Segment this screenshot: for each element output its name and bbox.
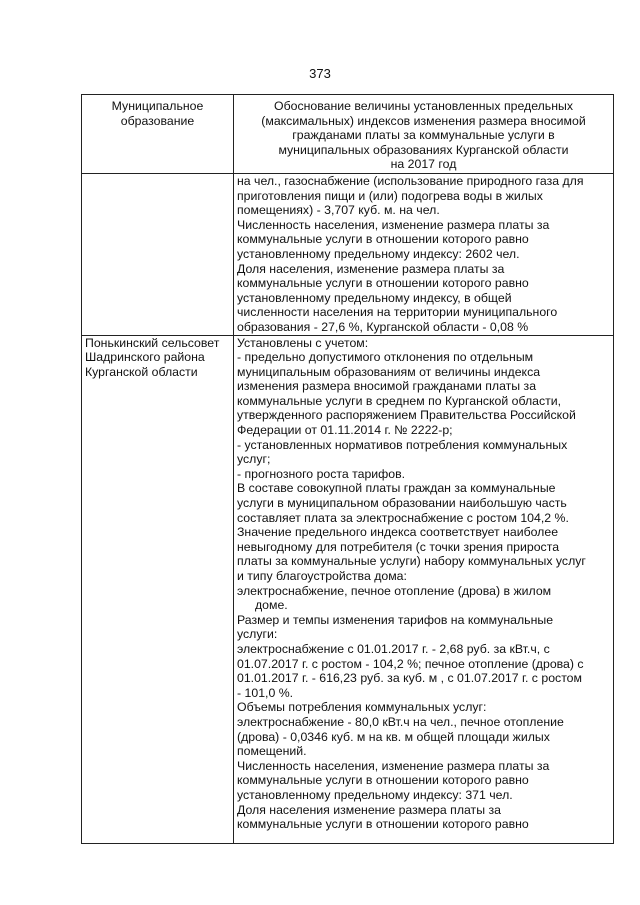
text-line: помещений. xyxy=(237,744,307,759)
header-municipality-cell xyxy=(82,95,234,174)
text-line: установленному предельному индексу, в общей xyxy=(237,290,512,305)
text-line: - предельно допустимого отклонения по отдельным xyxy=(237,350,534,365)
text-line: Доля населения изменение размера платы за xyxy=(237,802,501,817)
text-line: утвержденного распоряжением Правительства Российской xyxy=(237,408,576,423)
municipality-cell xyxy=(82,335,234,843)
text-line: платы за коммунальные услуги) набору коммунальных услуг xyxy=(237,554,586,569)
text-line: услуги в муниципальном образовании наибольшую часть xyxy=(237,496,567,511)
text-line: услуги: xyxy=(237,627,278,642)
text-line: - прогнозного роста тарифов. xyxy=(237,466,406,481)
table-row xyxy=(82,173,614,335)
justification-table xyxy=(81,94,614,844)
text-line: Размер и темпы изменения тарифов на коммунальные xyxy=(237,612,554,627)
text-line: услуг; xyxy=(237,452,271,467)
text-line: электроснабжение - 80,0 кВт.ч на чел., печное отопление xyxy=(237,714,564,729)
text-line: Федерации от 01.11.2014 г. № 2222-р; xyxy=(237,423,453,438)
municipality-name-line: Шадринского района xyxy=(85,350,205,365)
header-municipality-line: Муниципальное xyxy=(111,99,204,113)
header-justification-line: муниципальных образованиях Курганской области xyxy=(278,142,569,157)
text-line: Доля населения, изменение размера платы за xyxy=(237,261,505,276)
text-line: (дрова) - 0,0346 куб. м на кв. м общей площади жилых xyxy=(237,729,550,744)
text-line: доме. xyxy=(255,598,288,613)
text-line: коммунальные услуги в отношении которого равно xyxy=(237,817,529,832)
text-line: коммунальные услуги в отношении которого равно xyxy=(237,773,529,788)
text-line: Установлены с учетом: xyxy=(237,335,369,350)
header-justification-line: (максимальных) индексов изменения размера вносимой xyxy=(261,113,586,128)
text-line: Значение предельного индекса соответствует наиболее xyxy=(237,525,559,540)
text-line: Численность населения, изменение размера платы за xyxy=(237,758,550,773)
municipality-name-line: Понькинский сельсовет xyxy=(85,335,220,350)
text-line: муниципальным образованиям от величины индекса xyxy=(237,364,541,379)
text-line: Объемы потребления коммунальных услуг: xyxy=(237,700,487,715)
text-line: помещениях) - 3,707 куб. м. на чел. xyxy=(237,203,440,218)
text-line: коммунальные услуги в отношении которого равно xyxy=(237,276,529,291)
text-line: Численность населения, изменение размера платы за xyxy=(237,217,550,232)
municipality-cell xyxy=(82,173,234,335)
table-row xyxy=(82,335,614,843)
page-number: 373 xyxy=(309,66,331,81)
text-line: 01.01.2017 г. - 616,23 руб. за куб. м , с 01.07.2017 г. с ростом xyxy=(237,671,582,686)
text-line: 01.07.2017 г. с ростом - 104,2 %; печное отопление (дрова) с xyxy=(237,656,584,671)
text-line: изменения размера вносимой гражданами платы за xyxy=(237,379,537,394)
text-line: коммунальные услуги в среднем по Курганской области, xyxy=(237,393,562,408)
text-line: В составе совокупной платы граждан за коммунальные xyxy=(237,481,556,496)
text-line: составляет плата за электроснабжение с ростом 104,2 %. xyxy=(237,510,569,525)
text-line: электроснабжение, печное отопление (дрова) в жилом xyxy=(237,583,552,598)
text-line: установленному предельному индексу: 371 чел. xyxy=(237,787,513,802)
header-municipality-line: образование xyxy=(120,113,195,128)
text-line: образования - 27,6 %, Курганской области - 0,08 % xyxy=(237,319,529,334)
text-line: на чел., газоснабжение (использование природного газа для xyxy=(237,173,584,188)
header-justification-cell xyxy=(234,95,614,174)
text-line: приготовления пищи и (или) подогрева воды в жилых xyxy=(237,188,543,203)
text-line: электроснабжение с 01.01.2017 г. - 2,68 руб. за кВт.ч, с xyxy=(237,641,550,656)
text-line: невыгодному для потребителя (с точки зрения прироста xyxy=(237,539,560,554)
text-line: и типу благоустройства дома: xyxy=(237,569,407,583)
text-line: численности населения на территории муниципального xyxy=(237,305,558,320)
header-justification-line: Обоснование величины установленных предельных xyxy=(274,99,573,113)
justification-text-cell xyxy=(234,173,614,335)
text-line: коммунальные услуги в отношении которого равно xyxy=(237,232,529,247)
text-line: - установленных нормативов потребления коммунальных xyxy=(237,437,568,452)
justification-text-cell xyxy=(234,335,614,843)
text-line: - 101,0 %. xyxy=(237,685,294,700)
text-line: установленному предельному индексу: 2602 чел. xyxy=(237,246,520,261)
table-header-row xyxy=(82,95,614,174)
municipality-name-line: Курганской области xyxy=(85,364,198,379)
header-justification-line: на 2017 год xyxy=(390,157,457,172)
header-justification-line: гражданами платы за коммунальные услуги в xyxy=(292,128,555,143)
